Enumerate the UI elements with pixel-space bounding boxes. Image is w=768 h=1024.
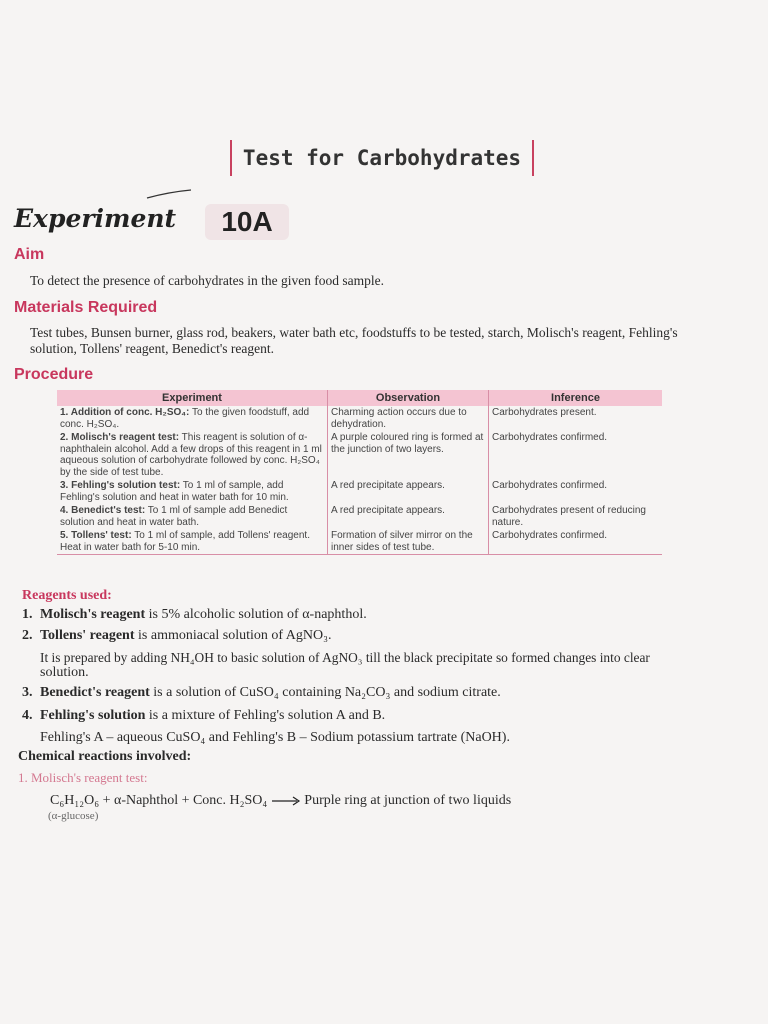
reagent-item: [22, 607, 367, 623]
table-row: [57, 479, 662, 504]
reaction-equation: [50, 793, 511, 809]
experiment-cell: [57, 504, 328, 529]
reagent-item: [22, 685, 501, 701]
reaction-reactants: C₆H₁₂O₆ + α-Naphthol + Conc. H₂SO₄: [50, 793, 268, 808]
inference-cell: Carbohydrates confirmed.: [489, 529, 663, 555]
tollens-note-line-1: It is prepared by adding NH₄OH to basic solution of AgNO₃ till the black precipitate so formed changes into clear: [40, 650, 650, 665]
reagent-name: Molisch's reagent: [40, 607, 146, 622]
reagent-name: Fehling's solution: [40, 708, 146, 723]
experiment-label: Experiment: [14, 204, 177, 233]
reagent-description: is a solution of CuSO₄ containing Na₂CO₃ and sodium citrate.: [149, 685, 501, 700]
reagent-description: is ammoniacal solution of AgNO₃.: [134, 628, 332, 643]
test-name: 5. Tollens' test:: [60, 530, 132, 541]
reagent-name: Benedict's reagent: [40, 685, 150, 700]
inference-cell: Carbohydrates present.: [489, 406, 663, 431]
experiment-cell: [57, 431, 328, 479]
table-row: [57, 529, 662, 555]
observation-cell: A purple coloured ring is formed at the junction of two layers.: [328, 431, 489, 479]
item-number: 4.: [22, 708, 33, 723]
reagent-description: is 5% alcoholic solution of α-naphthol.: [145, 607, 367, 622]
chemical-reactions-heading: Chemical reactions involved:: [18, 749, 192, 764]
reagent-item: [22, 628, 332, 644]
test-name: 1. Addition of conc. H₂SO₄:: [60, 407, 190, 418]
observation-cell: A red precipitate appears.: [328, 479, 489, 504]
page-title: Test for Carbohydrates: [242, 146, 522, 170]
reagent-description: is a mixture of Fehling's solution A and B.: [145, 708, 386, 723]
glucose-label: (α-glucose): [48, 810, 99, 822]
table-row: [57, 406, 662, 431]
procedure-heading: Procedure: [14, 366, 94, 383]
test-description: To 1 ml of sample, add Fehling's solution and heat in water bath for 10 min.: [60, 480, 289, 503]
observation-cell: Formation of silver mirror on the inner sides of test tube.: [328, 529, 489, 555]
molisch-test-subheading: 1. Molisch's reagent test:: [18, 770, 148, 785]
materials-heading: Materials Required: [14, 299, 158, 316]
experiment-cell: [57, 479, 328, 504]
reagent-name: Tollens' reagent: [40, 628, 135, 643]
procedure-table: [57, 390, 662, 555]
materials-line-2: solution, Tollens' reagent, Benedict's reagent.: [30, 341, 274, 356]
test-description: To 1 ml of sample add Benedict solution and heat in water bath.: [60, 505, 288, 528]
test-description: This reagent is solution of α-naphthalein alcohol. Add a few drops of this reagent in 1 ml aqueous solution of carbohydrate followed by conc. H₂SO₄ by the side of test tube.: [60, 432, 322, 478]
reagent-item: [22, 708, 385, 724]
test-description: To 1 ml of sample, add Tollens' reagent. Heat in water bath for 5-10 min.: [60, 530, 310, 553]
observation-cell: A red precipitate appears.: [328, 504, 489, 529]
title-box: [230, 140, 534, 176]
experiment-cell: [57, 529, 328, 555]
item-number: 3.: [22, 685, 33, 700]
column-header-experiment: Experiment: [57, 390, 328, 406]
observation-cell: Charming action occurs due to dehydration.: [328, 406, 489, 431]
item-number: 2.: [22, 628, 33, 643]
test-name: 2. Molisch's reagent test:: [60, 432, 180, 443]
table-row: [57, 504, 662, 529]
inference-cell: Carbohydrates present of reducing nature.: [489, 504, 663, 529]
reaction-arrow-icon: [271, 796, 301, 806]
column-header-inference: Inference: [489, 390, 663, 406]
table-header-row: [57, 390, 662, 406]
test-name: 4. Benedict's test:: [60, 505, 146, 516]
tollens-note-line-2: solution.: [40, 665, 89, 680]
fehling-note: Fehling's A – aqueous CuSO₄ and Fehling's B – Sodium potassium tartrate (NaOH).: [40, 730, 510, 745]
experiment-cell: [57, 406, 328, 431]
pen-mark: [145, 188, 193, 200]
test-description: To the given foodstuff, add conc. H₂SO₄.: [60, 407, 310, 430]
materials-line-1: Test tubes, Bunsen burner, glass rod, beakers, water bath etc, foodstuffs to be tested, starch, Molisch's reagent, Fehling's: [30, 325, 678, 340]
inference-cell: Carbohydrates confirmed.: [489, 431, 663, 479]
column-header-observation: Observation: [328, 390, 489, 406]
reagents-heading: Reagents used:: [22, 588, 112, 603]
item-number: 1.: [22, 607, 33, 622]
test-name: 3. Fehling's solution test:: [60, 480, 181, 491]
aim-text: To detect the presence of carbohydrates in the given food sample.: [30, 273, 385, 288]
reaction-product: Purple ring at junction of two liquids: [304, 793, 512, 808]
inference-cell: Carbohydrates confirmed.: [489, 479, 663, 504]
aim-heading: Aim: [14, 246, 45, 263]
experiment-number: 10A: [205, 204, 289, 240]
table-row: [57, 431, 662, 479]
